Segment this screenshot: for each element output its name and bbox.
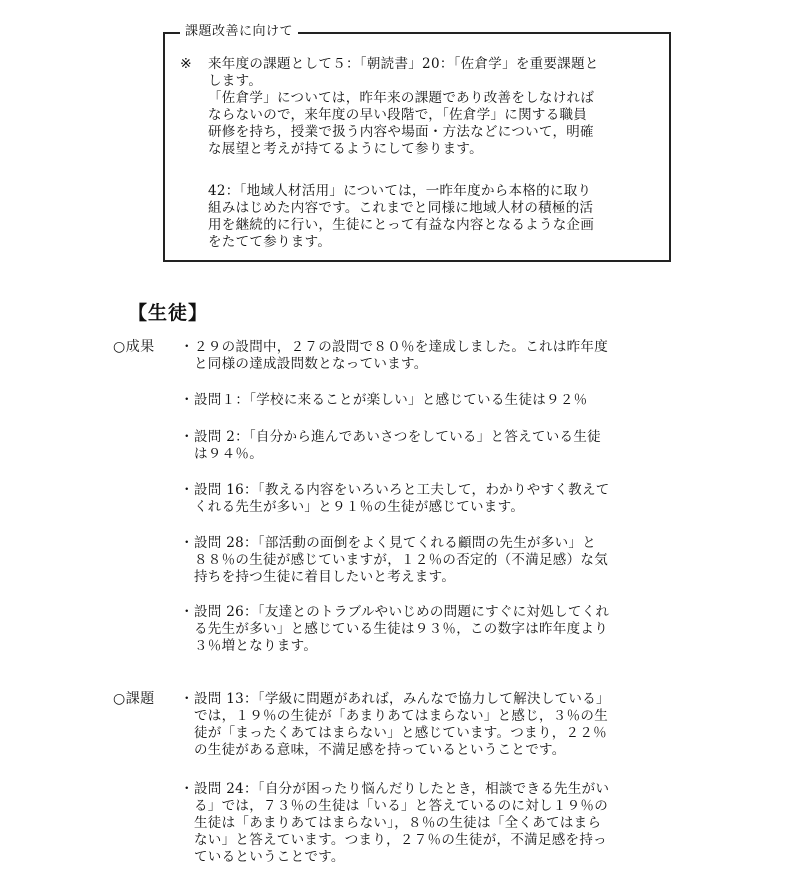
section-heading-students: 【生徒】 <box>128 302 209 324</box>
result-item-text: 設問 26：「友達とのトラブルやいじめの問題にすぐに対処してくれ る先生が多い」と感じている生徒は９３％，この数字は昨年度より ３％増となります。 <box>194 604 610 654</box>
results-label: ○成果 <box>113 339 155 355</box>
bullet-icon: ・ <box>180 482 194 498</box>
bullet-icon: ・ <box>180 339 194 355</box>
improvement-paragraph-1: 来年度の課題として５：「朝読書」20：「佐倉学」を重要課題と します。 「佐倉学」については，昨年来の課題であり改善をしなければ ならないので，来年度の早い段階で，「佐倉学」に関する職員 研修を持ち，授業で扱う内容や場面・方法などについて，明確 な展望と考えが持てるようにして参ります。 <box>208 56 599 157</box>
bullet-icon: ・ <box>180 429 194 445</box>
bullet-icon: ・ <box>180 392 194 408</box>
bullet-icon: ・ <box>180 781 194 797</box>
issue-item-text: 設問 13：「学級に問題があれば，みんなで協力して解決している」 では，１９％の生徒が「あまりあてはまらない」と感じ，３％の生 徒が「まったくあてはまらない」と感じています。つまり，２２％ の生徒がある意味，不満足感を持っているということです。 <box>194 691 610 758</box>
result-item-text: ２９の設問中，２７の設問で８０％を達成しました。これは昨年度 と同様の達成設問数となっています。 <box>194 339 608 372</box>
bullet-icon: ・ <box>180 691 194 707</box>
result-item-text: 設問１：「学校に来ることが楽しい」と感じている生徒は９２％ <box>194 392 588 408</box>
result-item-text: 設問 2：「自分から進んであいさつをしている」と答えている生徒 は９４％。 <box>194 429 601 462</box>
reference-mark-icon: ※ <box>180 56 192 72</box>
bullet-icon: ・ <box>180 535 194 551</box>
improvement-box-title: 課題改善に向けて <box>180 22 298 42</box>
improvement-paragraph-2: 42：「地域人材活用」については，一昨年度から本格的に取り 組みはじめた内容です。これまでと同様に地域人材の積極的活 用を継続的に行い，生徒にとって有益な内容となるような企画 をたてて参ります。 <box>208 183 595 250</box>
result-item-text: 設問 16：「教える内容をいろいろと工夫して，わかりやすく教えて くれる先生が多い」と９１％の生徒が感じています。 <box>194 482 610 515</box>
issue-item-text: 設問 24：「自分が困ったり悩んだりしたとき，相談できる先生がい る」では，７３％の生徒は「いる」と答えているのに対し１９％の 生徒は「あまりあてはまらない」，８％の生徒は「全くあてはまら ない」と答えています。つまり，２７％の生徒が，不満足感を持っ ているということです。 <box>194 781 610 865</box>
result-item-text: 設問 28：「部活動の面倒をよく見てくれる顧問の先生が多い」と ８８％の生徒が感じていますが，１２％の否定的（不満足感）な気 持ちを持つ生徒に着目したいと考えます。 <box>194 535 608 585</box>
bullet-icon: ・ <box>180 604 194 620</box>
issues-label: ○課題 <box>113 691 155 707</box>
